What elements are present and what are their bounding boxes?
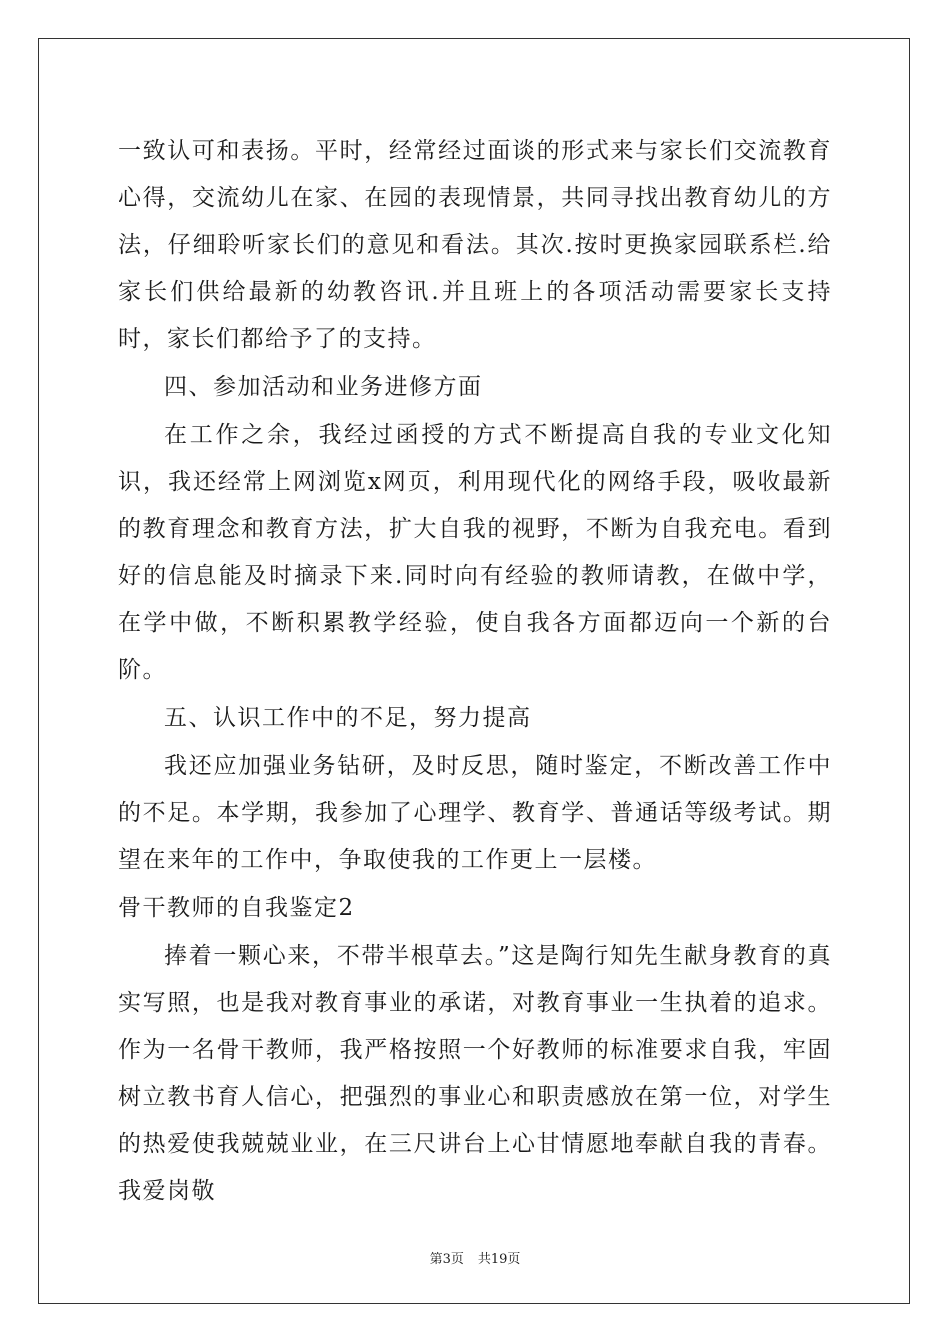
section-heading-4: 四、参加活动和业务进修方面 <box>164 374 483 400</box>
paragraph-1: 一致认可和表扬。平时，经常经过面谈的形式来与家长们交流教育心得，交流幼儿在家、在园的表现情景，共同寻找出教育幼儿的方法，仔细聆听家长们的意见和看法。其次.按时更换家园联系栏.给家长们供给最新的幼教咨讯.并且班上的各项活动需要家长支持时，家长们都给予了的支持。 <box>118 138 832 352</box>
paragraph-3: 我还应加强业务钻研，及时反思，随时鉴定，不断改善工作中的不足。本学期，我参加了心理学、教育学、普通话等级考试。期望在来年的工作中，争取使我的工作更上一层楼。 <box>118 753 832 873</box>
paragraph-4: 捧着一颗心来，不带半根草去。”这是陶行知先生献身教育的真实写照，也是我对教育事业的承诺，对教育事业一生执着的追求。作为一名骨干教师，我严格按照一个好教师的标准要求自我，牢固树立教书育人信心，把强烈的事业心和职责感放在第一位，对学生的热爱使我兢兢业业，在三尺讲台上心甘情愿地奉献自我的青春。我爱岗敬 <box>118 943 832 1204</box>
section-heading-5: 五、认识工作中的不足，努力提高 <box>164 705 532 731</box>
page-number: 第3页 <box>429 1252 464 1267</box>
paragraph-2: 在工作之余，我经过函授的方式不断提高自我的专业文化知识，我还经常上网浏览x网页，利用现代化的网络手段，吸收最新的教育理念和教育方法，扩大自我的视野，不断为自我充电。看到好的信息能及时摘录下来.同时向有经验的教师请教，在做中学，在学中做，不断积累教学经验，使自我各方面都迈向一个新的台阶。 <box>118 422 832 683</box>
page-total: 共19页 <box>477 1252 521 1267</box>
document-subtitle: 骨干教师的自我鉴定2 <box>118 895 355 921</box>
document-body <box>118 128 832 1216</box>
page-footer <box>0 1248 950 1267</box>
